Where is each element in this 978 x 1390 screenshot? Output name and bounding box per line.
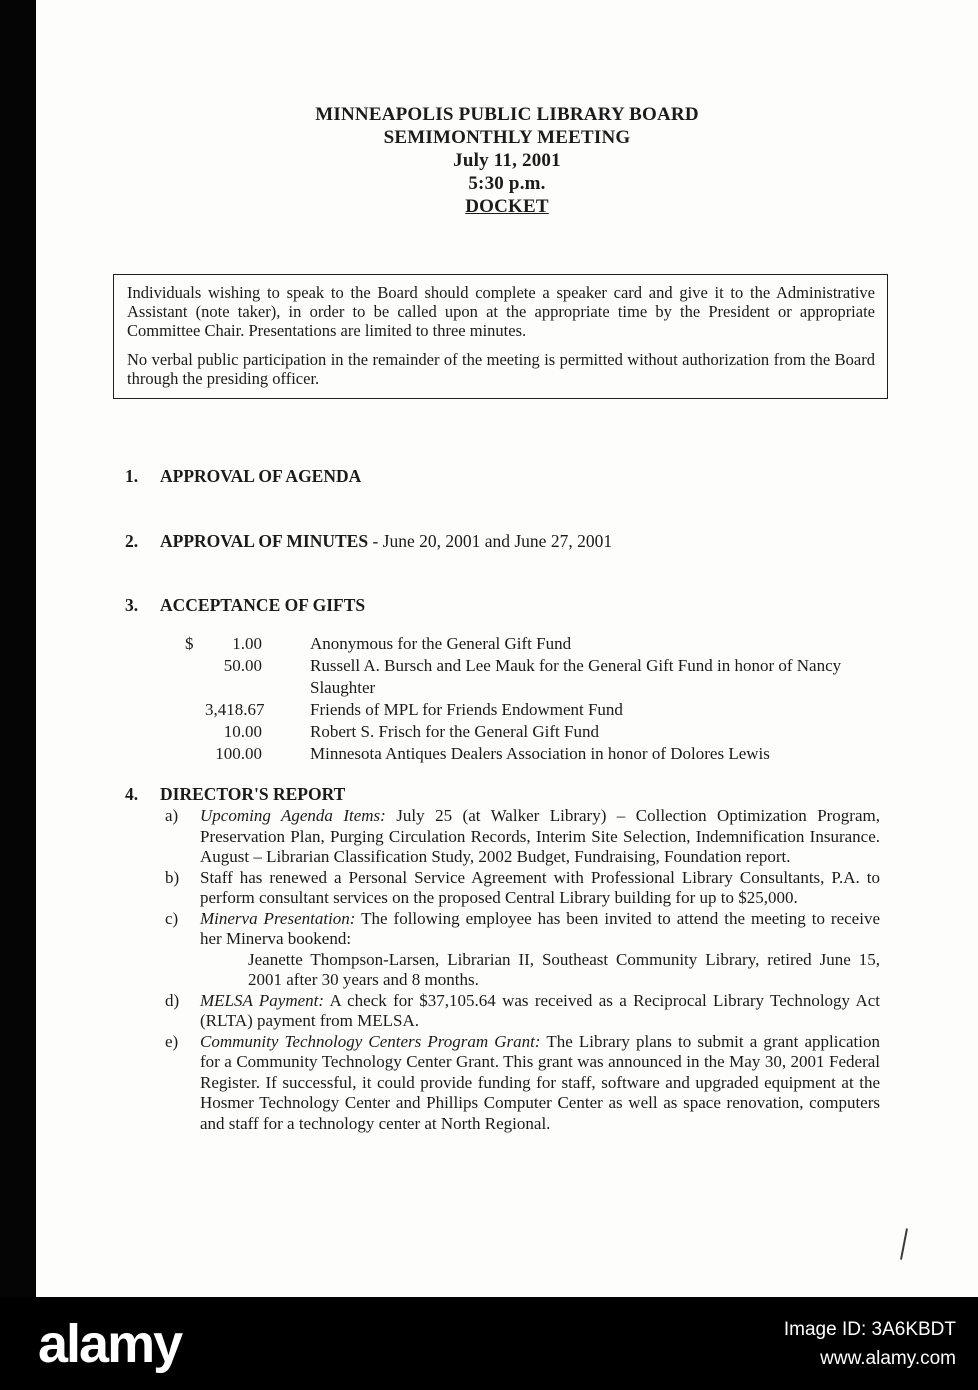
report-item-text: July 25 (at Walker Library) – Collection Optimization Program, Preservation Plan, Purging Circulation Records, Interim Site Selection, Indemnification Insurance. August – Librarian Classification Study, 2002 Budget, Fundraising, Foundation report. — [200, 806, 880, 866]
report-item-letter: d) — [165, 990, 180, 1010]
gift-row — [185, 699, 880, 721]
gift-currency — [185, 721, 205, 743]
document-title-line-2: SEMIMONTHLY MEETING — [383, 127, 631, 148]
section-number: 3. — [125, 595, 139, 615]
report-item-lead: Upcoming Agenda Items: — [200, 806, 386, 825]
gift-amount: 10.00 — [223, 722, 262, 741]
section-detail: - June 20, 2001 and June 27, 2001 — [368, 531, 613, 551]
report-item-b — [165, 868, 880, 909]
section-title: APPROVAL OF MINUTES — [160, 531, 369, 551]
section-title: APPROVAL OF AGENDA — [160, 466, 362, 486]
gift-row — [185, 633, 880, 655]
watermark-bar — [0, 1297, 978, 1390]
report-item-letter: b) — [165, 867, 180, 887]
report-item-lead: Community Technology Centers Program Grant: — [200, 1031, 541, 1051]
report-item-text: The following employee has been invited to attend the meeting to receive her Minerva bookend: — [200, 908, 880, 948]
document-title-line-1: MINNEAPOLIS PUBLIC LIBRARY BOARD — [315, 104, 699, 125]
document-date: July 11, 2001 — [453, 150, 561, 171]
section-number: 4. — [125, 784, 139, 804]
gift-currency — [185, 743, 205, 765]
image-id-label: Image ID: 3A6KBDT — [783, 1318, 956, 1340]
gift-currency — [185, 699, 205, 721]
gift-description: Friends of MPL for Friends Endowment Fund — [310, 700, 623, 719]
agenda-section-acceptance-of-gifts — [125, 594, 883, 765]
gift-row — [185, 721, 880, 743]
report-item-subtext: Jeanette Thompson-Larsen, Librarian II, Southeast Community Library, retired June 15, 2001 after 30 years and 8 months. — [248, 949, 880, 989]
document-header — [36, 0, 978, 218]
gift-description: Anonymous for the General Gift Fund — [310, 634, 572, 653]
section-title: ACCEPTANCE OF GIFTS — [160, 595, 366, 615]
alamy-logo: alamy — [38, 1313, 182, 1374]
gift-list — [185, 633, 880, 765]
gift-amount: 1.00 — [232, 634, 262, 653]
gift-row — [185, 743, 880, 765]
section-number: 1. — [125, 466, 139, 486]
report-item-text: A check for $37,105.64 was received as a Reciprocal Library Technology Act (RLTA) payment from MELSA. — [200, 990, 880, 1030]
agenda-section-approval-of-minutes — [125, 530, 883, 552]
gift-amount: 3,418.67 — [205, 700, 265, 719]
report-item-lead: Minerva Presentation: — [200, 908, 356, 928]
section-number: 2. — [125, 531, 139, 551]
gift-currency: $ — [185, 634, 194, 653]
scan-artifact-mark — [900, 1228, 908, 1260]
report-item-a — [165, 806, 880, 868]
report-item-text: The Library plans to submit a grant application for a Community Technology Center Grant. This grant was announced in the May 30, 2001 Federal Register. If successful, it could provide funding for staff, software and upgraded equipment at the Hosmer Technology Center and Phillips Computer Center as well as space renovation, computers and staff for a technology center at North Regional. — [200, 1031, 880, 1133]
agenda-section-approval-of-agenda — [125, 465, 883, 487]
directors-report-list — [165, 806, 880, 1134]
agenda-section-directors-report — [125, 783, 883, 1134]
document-docket-label: DOCKET — [465, 196, 549, 217]
report-item-text: Staff has renewed a Personal Service Agreement with Professional Library Consultants, P.A. to perform consultant services on the proposed Central Library building for up to $25,000. — [200, 867, 880, 907]
gift-description: Russell A. Bursch and Lee Mauk for the General Gift Fund in honor of Nancy Slaughter — [310, 656, 842, 697]
alamy-url: www.alamy.com — [820, 1347, 956, 1369]
notice-paragraph-1: Individuals wishing to speak to the Board should complete a speaker card and give it to the Administrative Assistant (note taker), in order to be called upon at the appropriate time by the President or appropriate Committee Chair. Presentations are limited to three minutes. — [127, 283, 875, 340]
document-time: 5:30 p.m. — [468, 173, 546, 194]
gift-row — [185, 655, 880, 699]
gift-amount: 50.00 — [223, 656, 262, 675]
report-item-lead: MELSA Payment: — [200, 990, 325, 1010]
gift-description: Minnesota Antiques Dealers Association in honor of Dolores Lewis — [310, 744, 770, 763]
report-item-letter: c) — [165, 908, 179, 928]
section-title: DIRECTOR'S REPORT — [160, 784, 346, 804]
report-item-c — [165, 909, 880, 991]
gift-currency — [185, 655, 205, 699]
speaker-notice-box — [113, 274, 888, 399]
report-item-d — [165, 991, 880, 1032]
gift-description: Robert S. Frisch for the General Gift Fund — [310, 722, 599, 741]
gift-amount: 100.00 — [215, 744, 262, 763]
report-item-letter: a) — [165, 806, 179, 825]
report-item-e — [165, 1032, 880, 1135]
report-item-letter: e) — [165, 1031, 179, 1051]
notice-paragraph-2: No verbal public participation in the remainder of the meeting is permitted without authorization from the Board through the presiding officer. — [127, 350, 875, 388]
